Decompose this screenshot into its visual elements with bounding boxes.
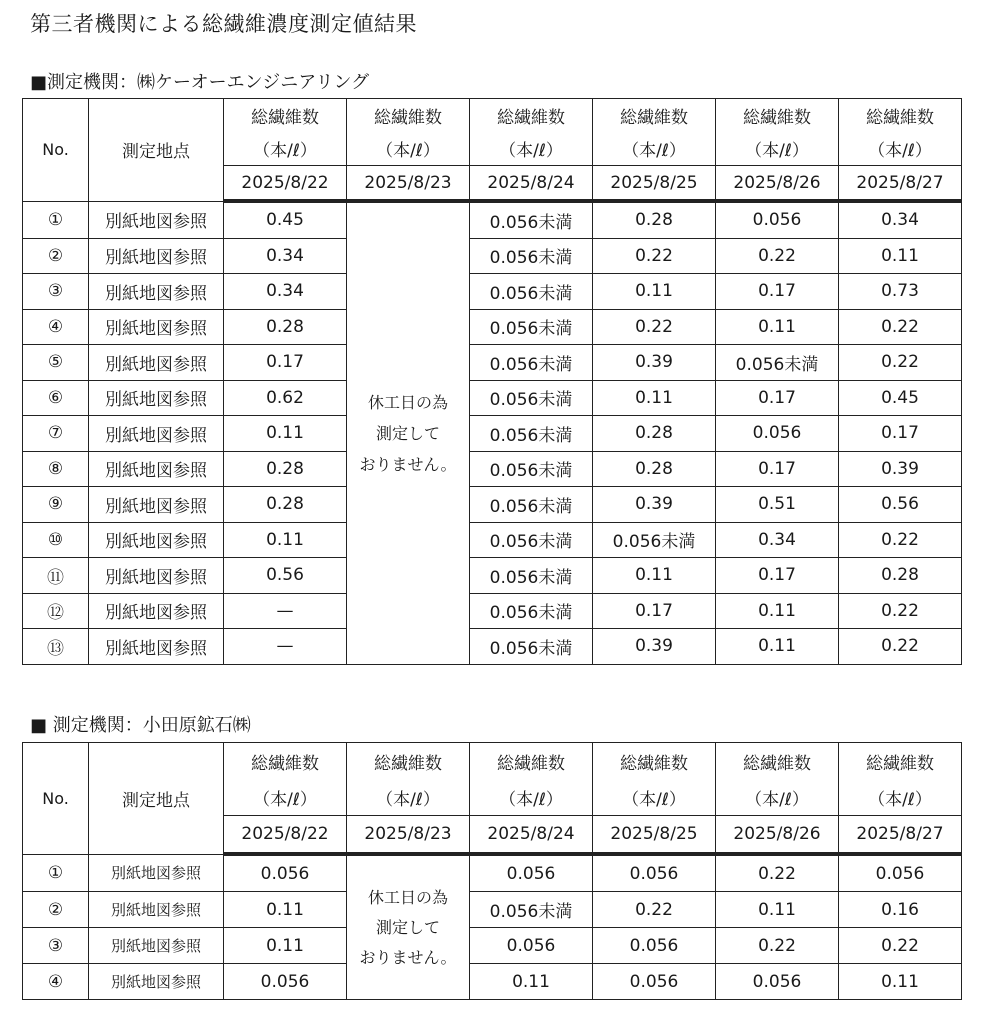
holiday-note-line: おりません。 xyxy=(359,947,457,967)
location-cell: 別紙地図参照 xyxy=(89,201,224,238)
value-cell: 0.28 xyxy=(224,309,347,345)
value-cell: 0.39 xyxy=(593,629,716,665)
value-cell: 0.056未満 xyxy=(470,451,593,487)
header-date: 2025/8/22 xyxy=(224,166,347,202)
value-cell: 0.45 xyxy=(839,380,962,416)
value-cell: 0.056 xyxy=(224,964,347,1000)
value-cell: 0.22 xyxy=(593,892,716,928)
value-cell: 0.056未満 xyxy=(470,593,593,629)
measurement-table-ko-engineering xyxy=(22,98,962,665)
value-cell: 0.28 xyxy=(593,201,716,238)
header-date: 2025/8/27 xyxy=(839,816,962,855)
table-row xyxy=(23,274,962,310)
table-row xyxy=(23,593,962,629)
header-date: 2025/8/25 xyxy=(593,166,716,202)
header-unit: （本/ℓ） xyxy=(470,779,593,816)
table-row xyxy=(23,522,962,558)
value-cell: 0.17 xyxy=(716,558,839,594)
value-cell: 0.11 xyxy=(224,928,347,964)
row-number: ④ xyxy=(23,964,89,1000)
table-row xyxy=(23,964,962,1000)
holiday-note-line: 測定して xyxy=(375,423,440,443)
row-number: ① xyxy=(23,854,89,892)
header-measure: 総繊維数 xyxy=(347,99,470,133)
value-cell: 0.17 xyxy=(593,593,716,629)
value-cell: 0.28 xyxy=(593,416,716,452)
value-cell: 0.22 xyxy=(839,928,962,964)
location-cell: 別紙地図参照 xyxy=(89,892,224,928)
table-row xyxy=(23,892,962,928)
table-row xyxy=(23,380,962,416)
header-date: 2025/8/23 xyxy=(347,816,470,855)
header-measure: 総繊維数 xyxy=(716,99,839,133)
table-row xyxy=(23,854,962,892)
value-cell: 0.11 xyxy=(716,892,839,928)
value-cell: 0.056未満 xyxy=(470,416,593,452)
holiday-note-cell xyxy=(347,201,470,664)
value-cell: 0.11 xyxy=(716,629,839,665)
header-location: 測定地点 xyxy=(89,99,224,202)
holiday-note-line: 休工日の為 xyxy=(367,887,448,907)
value-cell: 0.51 xyxy=(716,487,839,523)
header-measure: 総繊維数 xyxy=(347,743,470,780)
header-unit: （本/ℓ） xyxy=(347,132,470,166)
value-cell: 0.22 xyxy=(839,593,962,629)
value-cell: 0.17 xyxy=(716,451,839,487)
value-cell: 0.11 xyxy=(224,416,347,452)
value-cell: 0.34 xyxy=(224,274,347,310)
value-cell: 0.056未満 xyxy=(716,345,839,381)
value-cell: 0.056未満 xyxy=(470,487,593,523)
row-number: ⑧ xyxy=(23,451,89,487)
value-cell: 0.34 xyxy=(839,201,962,238)
value-cell: 0.056未満 xyxy=(470,558,593,594)
value-cell: — xyxy=(224,629,347,665)
row-number: ① xyxy=(23,201,89,238)
location-cell: 別紙地図参照 xyxy=(89,238,224,274)
value-cell: 0.11 xyxy=(593,380,716,416)
value-cell: 0.45 xyxy=(224,201,347,238)
table-row xyxy=(23,238,962,274)
row-number: ⑦ xyxy=(23,416,89,452)
value-cell: 0.17 xyxy=(716,380,839,416)
row-number: ⑩ xyxy=(23,522,89,558)
header-date: 2025/8/26 xyxy=(716,166,839,202)
row-number: ⑪ xyxy=(23,558,89,594)
value-cell: 0.11 xyxy=(593,558,716,594)
header-measure: 総繊維数 xyxy=(593,99,716,133)
header-location: 測定地点 xyxy=(89,743,224,855)
value-cell: 0.056 xyxy=(470,928,593,964)
row-number: ④ xyxy=(23,309,89,345)
value-cell: 0.28 xyxy=(224,487,347,523)
location-cell: 別紙地図参照 xyxy=(89,309,224,345)
value-cell: 0.11 xyxy=(716,309,839,345)
header-unit: （本/ℓ） xyxy=(839,779,962,816)
table-row xyxy=(23,201,962,238)
row-number: ⑤ xyxy=(23,345,89,381)
header-measure: 総繊維数 xyxy=(224,99,347,133)
table-row xyxy=(23,629,962,665)
table-row xyxy=(23,416,962,452)
header-unit: （本/ℓ） xyxy=(716,132,839,166)
location-cell: 別紙地図参照 xyxy=(89,345,224,381)
value-cell: 0.056未満 xyxy=(470,522,593,558)
value-cell: 0.11 xyxy=(839,964,962,1000)
section-title-ko-engineering: ■測定機関：㈱ケーオーエンジニアリング xyxy=(30,72,370,93)
location-cell: 別紙地図参照 xyxy=(89,558,224,594)
value-cell: 0.39 xyxy=(839,451,962,487)
header-unit: （本/ℓ） xyxy=(347,779,470,816)
value-cell: 0.056未満 xyxy=(470,629,593,665)
value-cell: 0.22 xyxy=(716,928,839,964)
location-cell: 別紙地図参照 xyxy=(89,451,224,487)
holiday-note-line: 休工日の為 xyxy=(367,392,448,412)
table-row xyxy=(23,928,962,964)
table-row xyxy=(23,487,962,523)
location-cell: 別紙地図参照 xyxy=(89,487,224,523)
value-cell: 0.11 xyxy=(593,274,716,310)
value-cell: 0.22 xyxy=(593,238,716,274)
header-no: No. xyxy=(23,99,89,202)
value-cell: 0.11 xyxy=(224,892,347,928)
value-cell: 0.34 xyxy=(224,238,347,274)
table-row xyxy=(23,309,962,345)
row-number: ⑨ xyxy=(23,487,89,523)
value-cell: 0.11 xyxy=(470,964,593,1000)
header-date: 2025/8/26 xyxy=(716,816,839,855)
value-cell: 0.22 xyxy=(839,309,962,345)
holiday-note-cell xyxy=(347,854,470,1000)
table-row xyxy=(23,345,962,381)
row-number: ② xyxy=(23,238,89,274)
value-cell: 0.056 xyxy=(839,854,962,892)
value-cell: 0.056未満 xyxy=(470,380,593,416)
header-date: 2025/8/23 xyxy=(347,166,470,202)
row-number: ③ xyxy=(23,274,89,310)
table-row xyxy=(23,451,962,487)
header-measure: 総繊維数 xyxy=(593,743,716,780)
value-cell: 0.056未満 xyxy=(470,201,593,238)
value-cell: 0.17 xyxy=(839,416,962,452)
value-cell: 0.22 xyxy=(716,238,839,274)
value-cell: 0.11 xyxy=(839,238,962,274)
header-date: 2025/8/22 xyxy=(224,816,347,855)
location-cell: 別紙地図参照 xyxy=(89,380,224,416)
value-cell: 0.056未満 xyxy=(470,309,593,345)
value-cell: 0.056 xyxy=(593,928,716,964)
header-unit: （本/ℓ） xyxy=(839,132,962,166)
location-cell: 別紙地図参照 xyxy=(89,522,224,558)
location-cell: 別紙地図参照 xyxy=(89,593,224,629)
value-cell: 0.39 xyxy=(593,487,716,523)
value-cell: 0.056未満 xyxy=(470,892,593,928)
table-row xyxy=(23,558,962,594)
holiday-note-line: おりません。 xyxy=(359,454,457,474)
value-cell: 0.62 xyxy=(224,380,347,416)
header-measure: 総繊維数 xyxy=(470,743,593,780)
value-cell: 0.28 xyxy=(593,451,716,487)
header-date: 2025/8/27 xyxy=(839,166,962,202)
value-cell: 0.11 xyxy=(224,522,347,558)
value-cell: 0.28 xyxy=(224,451,347,487)
value-cell: — xyxy=(224,593,347,629)
value-cell: 0.056未満 xyxy=(593,522,716,558)
value-cell: 0.39 xyxy=(593,345,716,381)
header-unit: （本/ℓ） xyxy=(224,779,347,816)
value-cell: 0.056未満 xyxy=(470,274,593,310)
value-cell: 0.22 xyxy=(593,309,716,345)
row-number: ② xyxy=(23,892,89,928)
header-date: 2025/8/25 xyxy=(593,816,716,855)
header-unit: （本/ℓ） xyxy=(593,779,716,816)
value-cell: 0.56 xyxy=(224,558,347,594)
header-measure: 総繊維数 xyxy=(839,743,962,780)
value-cell: 0.16 xyxy=(839,892,962,928)
location-cell: 別紙地図参照 xyxy=(89,416,224,452)
value-cell: 0.056 xyxy=(593,964,716,1000)
location-cell: 別紙地図参照 xyxy=(89,928,224,964)
value-cell: 0.22 xyxy=(716,854,839,892)
value-cell: 0.17 xyxy=(716,274,839,310)
header-date: 2025/8/24 xyxy=(470,816,593,855)
value-cell: 0.056 xyxy=(716,201,839,238)
value-cell: 0.056 xyxy=(224,854,347,892)
value-cell: 0.056 xyxy=(593,854,716,892)
location-cell: 別紙地図参照 xyxy=(89,629,224,665)
header-measure: 総繊維数 xyxy=(839,99,962,133)
header-measure: 総繊維数 xyxy=(470,99,593,133)
value-cell: 0.56 xyxy=(839,487,962,523)
row-number: ⑬ xyxy=(23,629,89,665)
header-unit: （本/ℓ） xyxy=(224,132,347,166)
value-cell: 0.28 xyxy=(839,558,962,594)
value-cell: 0.056未満 xyxy=(470,238,593,274)
row-number: ③ xyxy=(23,928,89,964)
value-cell: 0.056 xyxy=(470,854,593,892)
header-unit: （本/ℓ） xyxy=(470,132,593,166)
row-number: ⑫ xyxy=(23,593,89,629)
value-cell: 0.22 xyxy=(839,629,962,665)
header-date: 2025/8/24 xyxy=(470,166,593,202)
value-cell: 0.73 xyxy=(839,274,962,310)
page-title: 第三者機関による総繊維濃度測定値結果 xyxy=(30,12,417,36)
value-cell: 0.34 xyxy=(716,522,839,558)
header-unit: （本/ℓ） xyxy=(716,779,839,816)
header-measure: 総繊維数 xyxy=(716,743,839,780)
header-no: No. xyxy=(23,743,89,855)
location-cell: 別紙地図参照 xyxy=(89,964,224,1000)
value-cell: 0.22 xyxy=(839,345,962,381)
value-cell: 0.056 xyxy=(716,964,839,1000)
value-cell: 0.056 xyxy=(716,416,839,452)
value-cell: 0.056未満 xyxy=(470,345,593,381)
value-cell: 0.17 xyxy=(224,345,347,381)
location-cell: 別紙地図参照 xyxy=(89,854,224,892)
value-cell: 0.11 xyxy=(716,593,839,629)
location-cell: 別紙地図参照 xyxy=(89,274,224,310)
value-cell: 0.22 xyxy=(839,522,962,558)
measurement-table-odawara-koseki xyxy=(22,742,962,1000)
row-number: ⑥ xyxy=(23,380,89,416)
header-unit: （本/ℓ） xyxy=(593,132,716,166)
holiday-note-line: 測定して xyxy=(375,917,440,937)
header-measure: 総繊維数 xyxy=(224,743,347,780)
section-title-odawara-koseki: ■ 測定機関：小田原鉱石㈱ xyxy=(30,715,251,736)
